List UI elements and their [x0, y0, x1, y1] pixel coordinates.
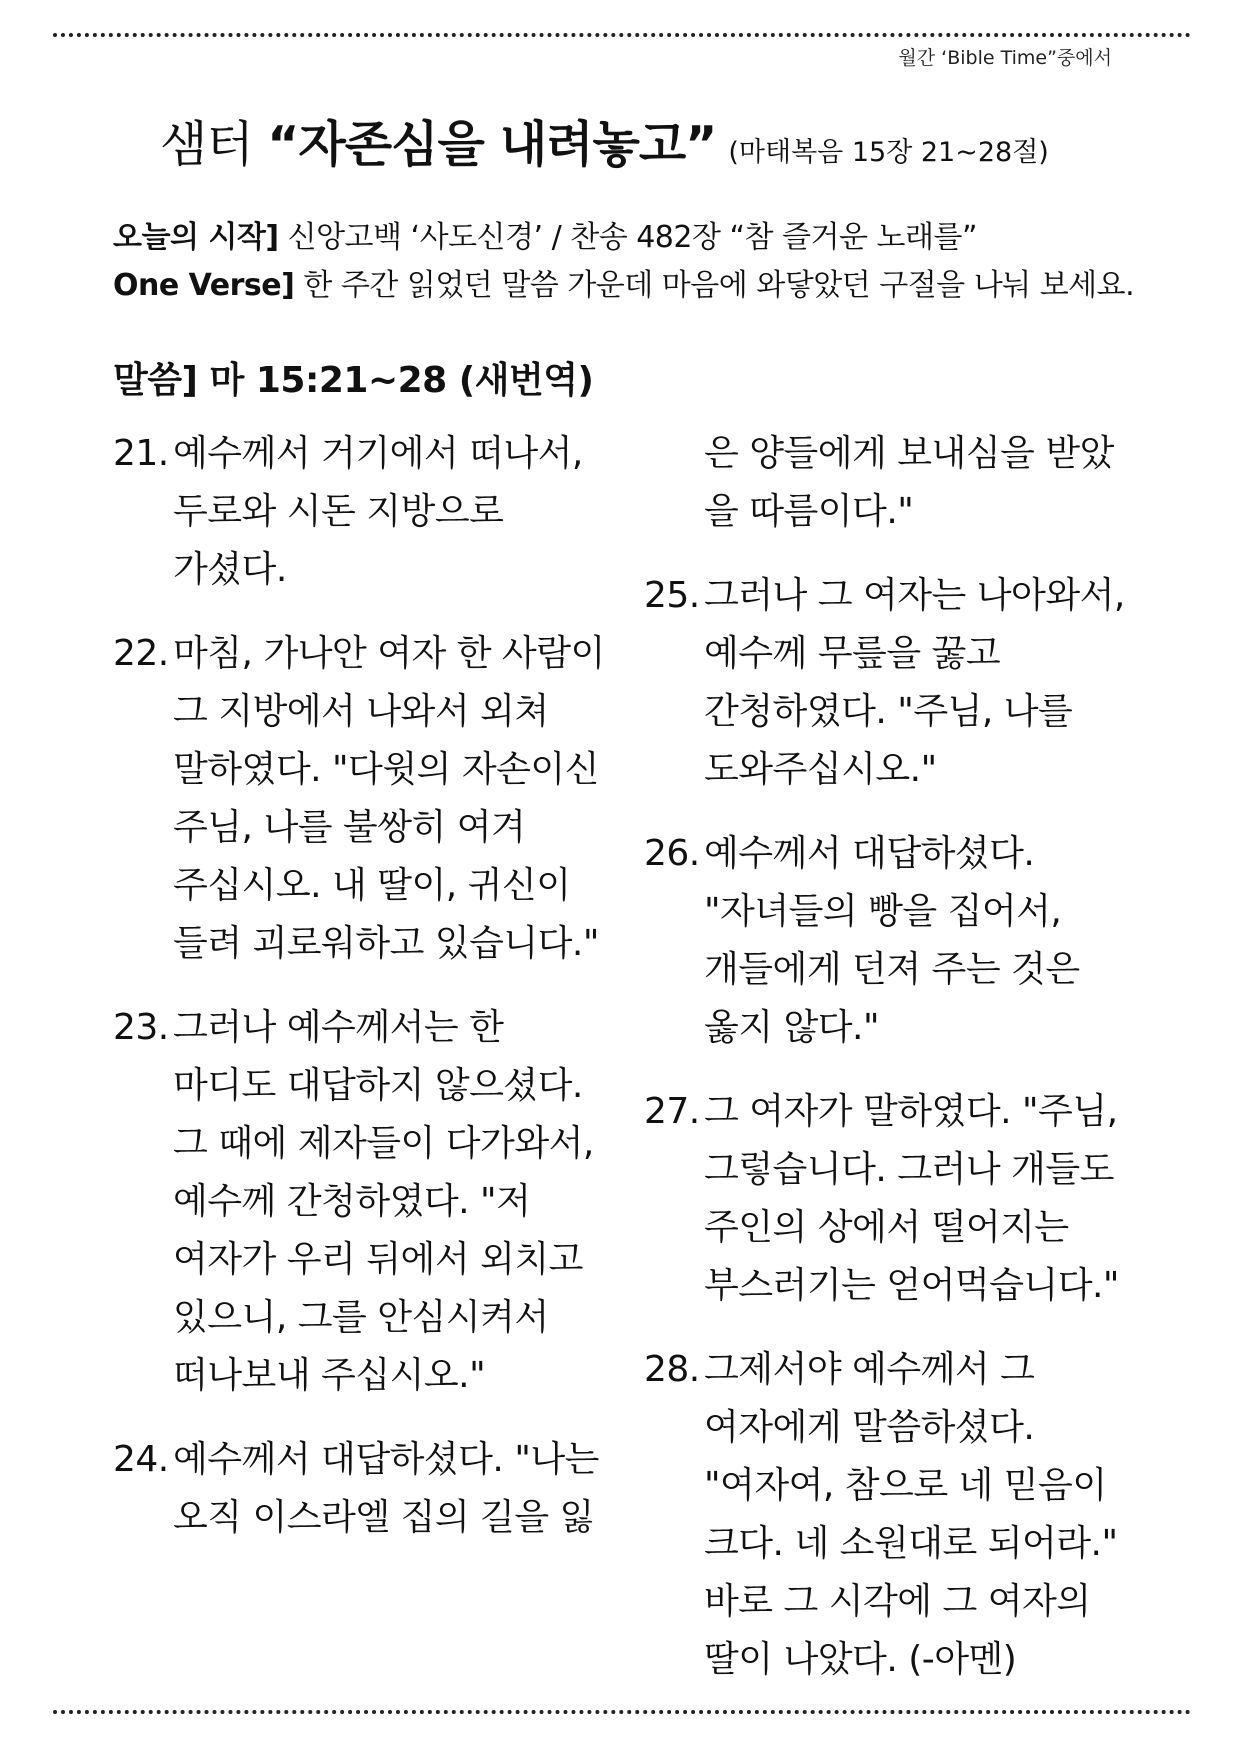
left-column [113, 425, 613, 1573]
title-reference: (마태복음 15장 21~28절) [728, 137, 1049, 168]
verse-text: 그 여자가 말하였다. "주님, 그렇습니다. 그러나 개들도 주인의 상에서 떨어지는 부스러기는 얻어먹습니다." [704, 1091, 1119, 1306]
start-label: 오늘의 시작] [113, 220, 279, 255]
verse-text: 그러나 예수께서는 한 마디도 대답하지 않으셨다. 그 때에 제자들이 다가와서, 예수께 간청하였다. "저 여자가 우리 뒤에서 외치고 있으니, 그를 안심시켜서 떠나보내 주십시오." [173, 1007, 594, 1396]
verse-21 [113, 425, 613, 599]
verse-25 [644, 567, 1144, 799]
verse-number: 27. [644, 1091, 700, 1132]
bottom-dotted-rule [53, 1710, 1191, 1714]
top-dotted-rule [53, 33, 1191, 37]
page-title [160, 106, 1049, 176]
verse-27 [644, 1083, 1144, 1315]
verse-text: 예수께서 대답하셨다. "자녀들의 빵을 집어서, 개들에게 던져 주는 것은 옳지 않다." [704, 833, 1080, 1048]
verse-text: 예수께서 거기에서 떠나서, 두로와 시돈 지방으로 가셨다. [173, 433, 583, 590]
verse-text: 그제서야 예수께서 그 여자에게 말씀하셨다. "여자여, 참으로 네 믿음이 크다. 네 소원대로 되어라." 바로 그 시각에 그 여자의 딸이 나았다. (-아멘) [704, 1349, 1118, 1680]
verse-number: 24. [113, 1439, 169, 1480]
title-prefix: 샘터 [160, 116, 268, 173]
start-text: 신앙고백 ‘사도신경’ / 찬송 482장 “참 즐거운 노래를” [278, 220, 978, 255]
verse-text: 마침, 가나안 여자 한 사람이 그 지방에서 나와서 외쳐 말하였다. "다윗의 자손이신 주님, 나를 불쌍히 여겨 주십시오. 내 딸이, 귀신이 들려 괴로워하고 있습니다." [173, 633, 605, 964]
verse-24 [113, 1431, 613, 1547]
verse-text: 예수께서 대답하셨다. "나는 오직 이스라엘 집의 길을 잃 [173, 1439, 599, 1538]
verse-text: 그러나 그 여자는 나아와서, 예수께 무릎을 꿇고 간청하였다. "주님, 나를 도와주십시오." [704, 575, 1125, 790]
verse-22 [113, 625, 613, 973]
right-column [644, 425, 1144, 1715]
intro-start-line [113, 212, 977, 256]
scripture-heading: 말씀] 마 15:21~28 (새번역) [113, 360, 594, 401]
one-verse-text: 한 주간 읽었던 말씀 가운데 마음에 와닿았던 구절을 나눠 보세요. [294, 268, 1135, 303]
verse-number: 25. [644, 575, 700, 616]
verse-number: 28. [644, 1349, 700, 1390]
verse-number: 23. [113, 1007, 169, 1048]
verse-24-continued: 은 양들에게 보내심을 받았을 따름이다." [704, 433, 1114, 532]
one-verse-label: One Verse] [113, 268, 295, 303]
verse-number: 26. [644, 833, 700, 874]
verse-23 [113, 999, 613, 1405]
intro-verse-line [113, 260, 1134, 304]
verse-number: 21. [113, 433, 169, 474]
verse-26 [644, 825, 1144, 1057]
verse-28 [644, 1341, 1144, 1689]
source-note: 월간 ‘Bible Time”중에서 [898, 47, 1112, 69]
title-quoted: “자존심을 내려놓고” [267, 116, 717, 173]
verse-number: 22. [113, 633, 169, 674]
